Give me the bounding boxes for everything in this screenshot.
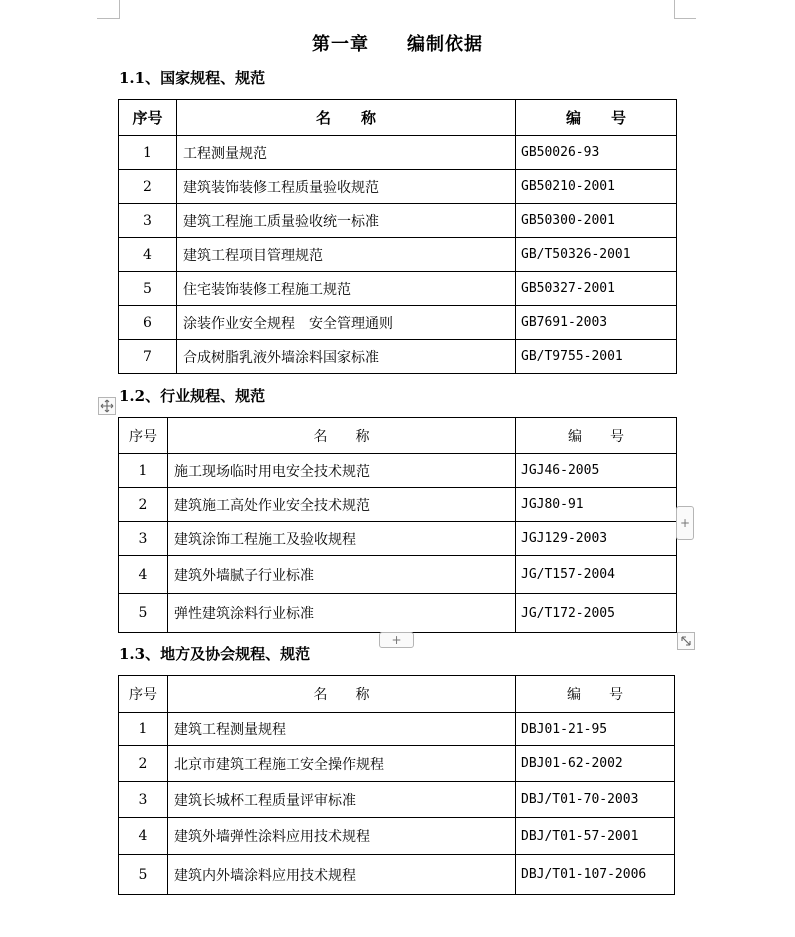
column-header-index: 序号 [119, 418, 168, 454]
table-row[interactable] [119, 746, 675, 782]
local-standards-table [118, 675, 675, 895]
row-index: 4 [119, 818, 168, 855]
section-heading: 1.3、地方及协会规程、规范 [119, 645, 311, 663]
standard-code: JG/T157-2004 [516, 556, 677, 594]
add-column-button[interactable] [676, 506, 694, 540]
chapter-title: 第一章 编制依据 [312, 34, 483, 55]
standard-code: GB50026-93 [516, 136, 677, 170]
standard-code: JGJ80-91 [516, 488, 677, 522]
standard-name: 建筑涂饰工程施工及验收规程 [168, 522, 516, 556]
standard-name: 建筑装饰装修工程质量验收规范 [177, 170, 516, 204]
table-row[interactable] [119, 818, 675, 855]
plus-icon: + [391, 633, 402, 647]
table-move-handle[interactable] [98, 397, 116, 415]
table-row[interactable] [119, 136, 677, 170]
crop-mark [119, 0, 120, 19]
standard-code: GB/T9755-2001 [516, 340, 677, 374]
standard-name: 建筑工程项目管理规范 [177, 238, 516, 272]
national-standards-table [118, 99, 677, 374]
row-index: 1 [119, 136, 177, 170]
column-header-index: 序号 [119, 676, 168, 713]
standard-name: 合成树脂乳液外墙涂料国家标准 [177, 340, 516, 374]
standard-name: 涂装作业安全规程 安全管理通则 [177, 306, 516, 340]
row-index: 3 [119, 204, 177, 238]
row-index: 3 [119, 522, 168, 556]
standard-code: DBJ01-21-95 [516, 713, 675, 746]
standard-name: 建筑长城杯工程质量评审标准 [168, 782, 516, 818]
section-heading: 1.1、国家规程、规范 [119, 69, 266, 87]
row-index: 4 [119, 556, 168, 594]
column-header-name: 名 称 [168, 676, 516, 713]
table-header-row [119, 418, 677, 454]
standard-name: 建筑工程测量规程 [168, 713, 516, 746]
standard-code: GB/T50326-2001 [516, 238, 677, 272]
standard-name: 北京市建筑工程施工安全操作规程 [168, 746, 516, 782]
table-row[interactable] [119, 204, 677, 238]
table-row[interactable] [119, 340, 677, 374]
row-index: 2 [119, 746, 168, 782]
table-header-row [119, 100, 677, 136]
add-row-button[interactable] [379, 632, 414, 648]
standard-code: JG/T172-2005 [516, 594, 677, 633]
standard-code: GB50327-2001 [516, 272, 677, 306]
section-heading: 1.2、行业规程、规范 [119, 387, 266, 405]
move-icon [100, 399, 114, 413]
row-index: 1 [119, 454, 168, 488]
row-index: 5 [119, 594, 168, 633]
standard-code: JGJ129-2003 [516, 522, 677, 556]
column-header-code: 编 号 [516, 100, 677, 136]
standard-code: DBJ01-62-2002 [516, 746, 675, 782]
standard-code: DBJ/T01-57-2001 [516, 818, 675, 855]
crop-mark [674, 18, 696, 19]
plus-icon: + [679, 516, 691, 530]
column-header-index: 序号 [119, 100, 177, 136]
standard-code: GB7691-2003 [516, 306, 677, 340]
column-header-name: 名 称 [168, 418, 516, 454]
standard-name: 建筑外墙腻子行业标准 [168, 556, 516, 594]
crop-mark [97, 18, 119, 19]
table-row[interactable] [119, 238, 677, 272]
standard-code: DBJ/T01-70-2003 [516, 782, 675, 818]
standard-code: GB50300-2001 [516, 204, 677, 238]
table-row[interactable] [119, 488, 677, 522]
column-header-code: 编 号 [516, 676, 675, 713]
standard-name: 建筑工程施工质量验收统一标准 [177, 204, 516, 238]
standard-name: 建筑内外墙涂料应用技术规程 [168, 855, 516, 895]
table-row[interactable] [119, 272, 677, 306]
table-row[interactable] [119, 713, 675, 746]
industry-standards-table [118, 417, 677, 633]
table-row[interactable] [119, 454, 677, 488]
row-index: 6 [119, 306, 177, 340]
table-header-row [119, 676, 675, 713]
standard-name: 住宅装饰装修工程施工规范 [177, 272, 516, 306]
row-index: 2 [119, 170, 177, 204]
table-row[interactable] [119, 556, 677, 594]
row-index: 5 [119, 272, 177, 306]
row-index: 2 [119, 488, 168, 522]
table-resize-handle[interactable] [677, 632, 695, 650]
table-row[interactable] [119, 170, 677, 204]
standard-name: 弹性建筑涂料行业标准 [168, 594, 516, 633]
row-index: 5 [119, 855, 168, 895]
column-header-name: 名 称 [177, 100, 516, 136]
standard-name: 工程测量规范 [177, 136, 516, 170]
crop-mark [674, 0, 675, 19]
column-header-code: 编 号 [516, 418, 677, 454]
table-row[interactable] [119, 782, 675, 818]
standard-code: DBJ/T01-107-2006 [516, 855, 675, 895]
standard-code: GB50210-2001 [516, 170, 677, 204]
table-row[interactable] [119, 594, 677, 633]
table-row[interactable] [119, 522, 677, 556]
standard-name: 施工现场临时用电安全技术规范 [168, 454, 516, 488]
row-index: 1 [119, 713, 168, 746]
row-index: 7 [119, 340, 177, 374]
table-row[interactable] [119, 855, 675, 895]
row-index: 3 [119, 782, 168, 818]
resize-icon [680, 635, 692, 647]
row-index: 4 [119, 238, 177, 272]
standard-code: JGJ46-2005 [516, 454, 677, 488]
standard-name: 建筑外墙弹性涂料应用技术规程 [168, 818, 516, 855]
standard-name: 建筑施工高处作业安全技术规范 [168, 488, 516, 522]
table-row[interactable] [119, 306, 677, 340]
